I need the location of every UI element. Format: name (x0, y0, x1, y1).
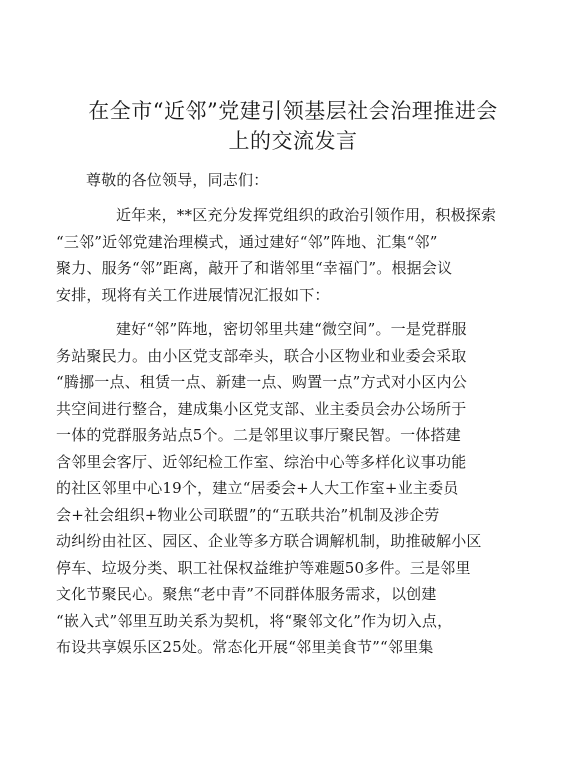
paragraph-line: 聚力、服务“邻”距离，敲开了和谐邻里“幸福门”。根据会议 (56, 259, 453, 277)
document-title (70, 96, 516, 156)
paragraph-line: 停车、垃圾分类、职工社保权益维护等难题50多件。三是邻里 (56, 558, 471, 577)
paragraph-line: “嵌入式”邻里互助关系为契机，将“聚邻文化”作为切入点， (56, 611, 453, 630)
paragraph-line: 建好“邻”阵地，密切邻里共建“微空间”。一是党群服 (116, 320, 467, 338)
paragraph-line: 共空间进行整合，建成集小区党支部、业主委员会办公场所于 (56, 399, 467, 418)
salutation (86, 167, 506, 194)
paragraph-line: 布设共享娱乐区25处。常态化开展“邻里美食节”“邻里集 (56, 638, 434, 656)
paragraph-line: 会+社会组织+物业公司联盟”的“五联共治”机制及涉企劳 (56, 505, 440, 524)
paragraph-line: “三邻”近邻党建治理模式，通过建好“邻”阵地、汇集“邻” (56, 232, 438, 251)
paragraph-line: “腾挪一点、租赁一点、新建一点、购置一点”方式对小区内公 (56, 373, 467, 391)
paragraph-line: 安排，现将有关工作进展情况汇报如下： (56, 285, 330, 304)
title-line-2: 上的交流发言 (228, 129, 358, 153)
paragraph-1 (56, 202, 506, 308)
paragraph-line: 含邻里会客厅、近邻纪检工作室、综治中心等多样化议事功能 (56, 452, 467, 471)
paragraph-line: 一体的党群服务站点5个。二是邻里议事厅聚民智。一体搭建 (56, 426, 461, 444)
paragraph-line: 的社区邻里中心19个，建立“居委会+人大工作室+业主委员 (56, 479, 459, 497)
paragraph-line: 近年来，**区充分发挥党组织的政治引领作用，积极探索 (116, 206, 497, 224)
paragraph-2 (56, 316, 506, 661)
salutation-text: 尊敬的各位领导，同志们： (86, 171, 269, 189)
paragraph-line: 文化节聚民心。聚焦“老中青”不同群体服务需求，以创建 (56, 585, 437, 603)
title-line-1: 在全市“近邻”党建引领基层社会治理推进会 (88, 99, 498, 123)
paragraph-line: 务站聚民力。由小区党支部牵头，联合小区物业和业委会采取 (56, 346, 467, 365)
paragraph-line: 动纠纷由社区、园区、企业等多方联合调解机制，助推破解小区 (56, 532, 482, 550)
